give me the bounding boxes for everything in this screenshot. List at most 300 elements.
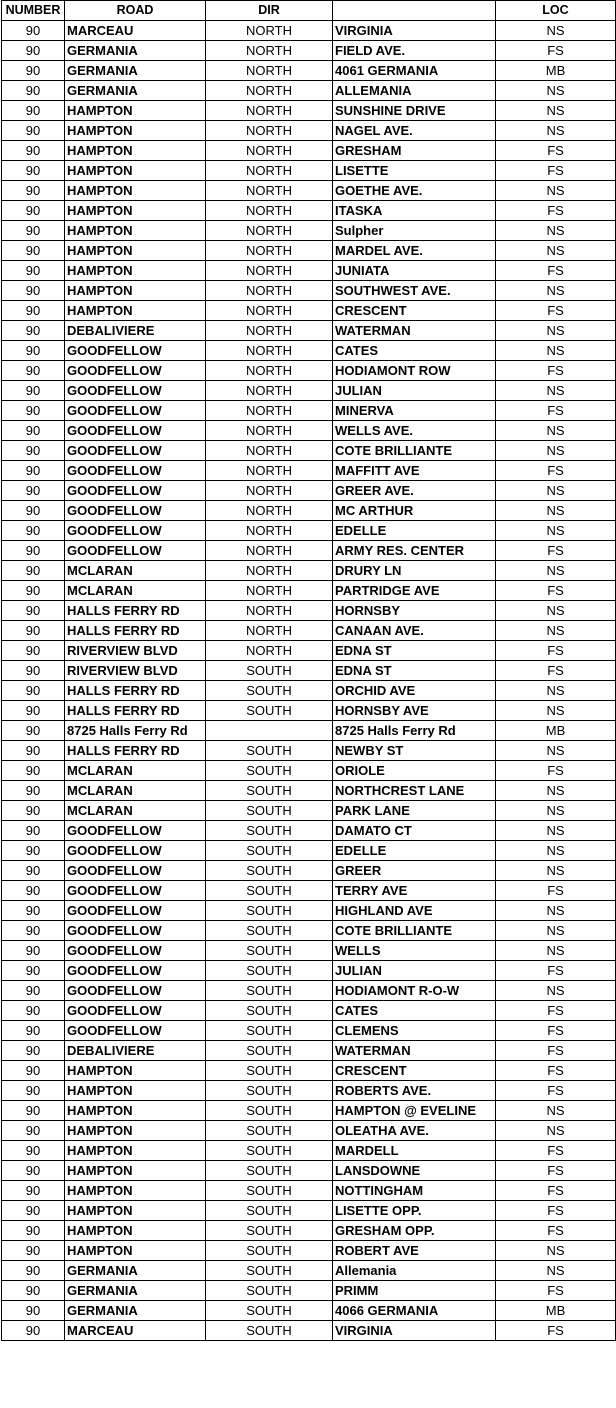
cell-loc: FS	[496, 761, 616, 781]
cell-loc: NS	[496, 121, 616, 141]
cell-number: 90	[2, 441, 65, 461]
cell-cross-street: ORCHID AVE	[333, 681, 496, 701]
cell-cross-street: EDNA ST	[333, 661, 496, 681]
cell-loc: NS	[496, 1261, 616, 1281]
cell-number: 90	[2, 601, 65, 621]
cell-loc: FS	[496, 301, 616, 321]
table-row	[2, 621, 616, 641]
cell-dir: NORTH	[206, 321, 333, 341]
cell-loc: FS	[496, 961, 616, 981]
cell-road: HAMPTON	[65, 261, 206, 281]
cell-dir: NORTH	[206, 541, 333, 561]
cell-road: HALLS FERRY RD	[65, 681, 206, 701]
cell-cross-street: CRESCENT	[333, 301, 496, 321]
cell-number: 90	[2, 1281, 65, 1301]
cell-dir: NORTH	[206, 521, 333, 541]
cell-number: 90	[2, 81, 65, 101]
cell-dir: NORTH	[206, 361, 333, 381]
cell-loc: NS	[496, 381, 616, 401]
cell-number: 90	[2, 1241, 65, 1261]
cell-cross-street: HORNSBY AVE	[333, 701, 496, 721]
cell-cross-street: WELLS AVE.	[333, 421, 496, 441]
table-row	[2, 1121, 616, 1141]
header-number: NUMBER	[2, 1, 65, 21]
cell-dir: SOUTH	[206, 1201, 333, 1221]
cell-cross-street: GOETHE AVE.	[333, 181, 496, 201]
cell-number: 90	[2, 861, 65, 881]
cell-number: 90	[2, 21, 65, 41]
cell-number: 90	[2, 321, 65, 341]
cell-dir: SOUTH	[206, 1101, 333, 1121]
cell-loc: NS	[496, 741, 616, 761]
table-row	[2, 521, 616, 541]
cell-cross-street: 8725 Halls Ferry Rd	[333, 721, 496, 741]
cell-loc: NS	[496, 501, 616, 521]
cell-cross-street: NEWBY ST	[333, 741, 496, 761]
cell-loc: FS	[496, 541, 616, 561]
cell-number: 90	[2, 781, 65, 801]
table-row	[2, 801, 616, 821]
cell-road: GOODFELLOW	[65, 841, 206, 861]
cell-dir: SOUTH	[206, 801, 333, 821]
cell-cross-street: Allemania	[333, 1261, 496, 1281]
cell-dir: SOUTH	[206, 1021, 333, 1041]
cell-number: 90	[2, 1321, 65, 1341]
cell-number: 90	[2, 481, 65, 501]
cell-loc: FS	[496, 641, 616, 661]
cell-loc: NS	[496, 521, 616, 541]
table-row	[2, 1161, 616, 1181]
cell-dir: NORTH	[206, 341, 333, 361]
cell-dir: NORTH	[206, 461, 333, 481]
cell-road: HAMPTON	[65, 1081, 206, 1101]
cell-number: 90	[2, 301, 65, 321]
table-row	[2, 161, 616, 181]
cell-number: 90	[2, 101, 65, 121]
cell-loc: NS	[496, 701, 616, 721]
cell-cross-street: CRESCENT	[333, 1061, 496, 1081]
cell-dir: SOUTH	[206, 1061, 333, 1081]
cell-dir: SOUTH	[206, 1041, 333, 1061]
cell-road: HAMPTON	[65, 1121, 206, 1141]
cell-number: 90	[2, 1101, 65, 1121]
cell-loc: NS	[496, 221, 616, 241]
cell-number: 90	[2, 1061, 65, 1081]
cell-cross-street: HIGHLAND AVE	[333, 901, 496, 921]
cell-loc: NS	[496, 421, 616, 441]
cell-dir: NORTH	[206, 121, 333, 141]
cell-road: HAMPTON	[65, 1101, 206, 1121]
header-cross-street	[333, 1, 496, 21]
table-row	[2, 1201, 616, 1221]
cell-number: 90	[2, 661, 65, 681]
cell-road: HAMPTON	[65, 181, 206, 201]
table-row	[2, 61, 616, 81]
table-row	[2, 41, 616, 61]
cell-dir: SOUTH	[206, 761, 333, 781]
cell-loc: NS	[496, 941, 616, 961]
cell-cross-street: GREER	[333, 861, 496, 881]
cell-road: GOODFELLOW	[65, 881, 206, 901]
cell-number: 90	[2, 581, 65, 601]
cell-road: MCLARAN	[65, 561, 206, 581]
cell-road: GOODFELLOW	[65, 361, 206, 381]
table-row	[2, 81, 616, 101]
cell-dir: NORTH	[206, 581, 333, 601]
cell-cross-street: EDNA ST	[333, 641, 496, 661]
cell-dir: SOUTH	[206, 1141, 333, 1161]
table-row	[2, 481, 616, 501]
cell-road: GOODFELLOW	[65, 861, 206, 881]
table-row	[2, 1101, 616, 1121]
cell-dir: SOUTH	[206, 921, 333, 941]
cell-road: GOODFELLOW	[65, 501, 206, 521]
table-row	[2, 861, 616, 881]
table-row	[2, 1141, 616, 1161]
table-row	[2, 461, 616, 481]
cell-road: HAMPTON	[65, 241, 206, 261]
cell-dir: NORTH	[206, 601, 333, 621]
cell-number: 90	[2, 261, 65, 281]
table-row	[2, 641, 616, 661]
cell-road: RIVERVIEW BLVD	[65, 661, 206, 681]
table-row	[2, 1221, 616, 1241]
cell-cross-street: NAGEL AVE.	[333, 121, 496, 141]
table-row	[2, 601, 616, 621]
cell-number: 90	[2, 161, 65, 181]
cell-number: 90	[2, 401, 65, 421]
cell-number: 90	[2, 641, 65, 661]
table-row	[2, 841, 616, 861]
cell-dir: SOUTH	[206, 1121, 333, 1141]
cell-road: GOODFELLOW	[65, 401, 206, 421]
cell-cross-street: GRESHAM	[333, 141, 496, 161]
cell-loc: NS	[496, 281, 616, 301]
table-row	[2, 1281, 616, 1301]
cell-number: 90	[2, 981, 65, 1001]
cell-number: 90	[2, 941, 65, 961]
cell-road: GERMANIA	[65, 61, 206, 81]
cell-cross-street: TERRY AVE	[333, 881, 496, 901]
cell-number: 90	[2, 761, 65, 781]
cell-cross-street: ALLEMANIA	[333, 81, 496, 101]
cell-road: GERMANIA	[65, 81, 206, 101]
cell-number: 90	[2, 1181, 65, 1201]
table-row	[2, 561, 616, 581]
header-loc: LOC	[496, 1, 616, 21]
cell-dir: SOUTH	[206, 1181, 333, 1201]
cell-number: 90	[2, 521, 65, 541]
cell-road: GOODFELLOW	[65, 341, 206, 361]
table-body	[2, 21, 616, 1341]
cell-number: 90	[2, 1081, 65, 1101]
cell-dir: NORTH	[206, 421, 333, 441]
cell-number: 90	[2, 1021, 65, 1041]
cell-cross-street: PARTRIDGE AVE	[333, 581, 496, 601]
cell-cross-street: MARDELL	[333, 1141, 496, 1161]
cell-dir: SOUTH	[206, 781, 333, 801]
cell-road: GERMANIA	[65, 1281, 206, 1301]
cell-number: 90	[2, 681, 65, 701]
cell-road: HAMPTON	[65, 1161, 206, 1181]
table-row	[2, 881, 616, 901]
table-row	[2, 341, 616, 361]
cell-number: 90	[2, 341, 65, 361]
cell-road: DEBALIVIERE	[65, 1041, 206, 1061]
cell-number: 90	[2, 841, 65, 861]
table-row	[2, 261, 616, 281]
cell-dir: SOUTH	[206, 901, 333, 921]
table-row	[2, 961, 616, 981]
cell-dir: NORTH	[206, 61, 333, 81]
cell-road: GOODFELLOW	[65, 541, 206, 561]
cell-loc: NS	[496, 681, 616, 701]
cell-number: 90	[2, 1161, 65, 1181]
cell-loc: FS	[496, 1001, 616, 1021]
table-row	[2, 181, 616, 201]
cell-road: HAMPTON	[65, 1061, 206, 1081]
cell-dir: SOUTH	[206, 741, 333, 761]
cell-number: 90	[2, 1121, 65, 1141]
cell-cross-street: LISETTE OPP.	[333, 1201, 496, 1221]
cell-cross-street: JUNIATA	[333, 261, 496, 281]
cell-dir: NORTH	[206, 261, 333, 281]
cell-number: 90	[2, 1201, 65, 1221]
cell-cross-street: 4066 GERMANIA	[333, 1301, 496, 1321]
table-row	[2, 1081, 616, 1101]
cell-number: 90	[2, 421, 65, 441]
table-row	[2, 701, 616, 721]
cell-number: 90	[2, 1301, 65, 1321]
cell-road: HAMPTON	[65, 301, 206, 321]
cell-dir: NORTH	[206, 441, 333, 461]
cell-cross-street: HORNSBY	[333, 601, 496, 621]
cell-loc: MB	[496, 61, 616, 81]
cell-cross-street: EDELLE	[333, 841, 496, 861]
cell-dir: NORTH	[206, 81, 333, 101]
cell-road: MCLARAN	[65, 581, 206, 601]
cell-cross-street: Sulpher	[333, 221, 496, 241]
cell-dir: SOUTH	[206, 1321, 333, 1341]
header-road: ROAD	[65, 1, 206, 21]
cell-road: GOODFELLOW	[65, 461, 206, 481]
table-row	[2, 241, 616, 261]
cell-road: HAMPTON	[65, 141, 206, 161]
cell-dir: SOUTH	[206, 701, 333, 721]
cell-dir	[206, 721, 333, 741]
cell-road: GOODFELLOW	[65, 981, 206, 1001]
table-row	[2, 421, 616, 441]
cell-cross-street: LANSDOWNE	[333, 1161, 496, 1181]
cell-number: 90	[2, 1261, 65, 1281]
cell-loc: NS	[496, 821, 616, 841]
cell-loc: NS	[496, 81, 616, 101]
cell-loc: NS	[496, 181, 616, 201]
cell-dir: SOUTH	[206, 1081, 333, 1101]
cell-cross-street: CATES	[333, 341, 496, 361]
table-row	[2, 1261, 616, 1281]
cell-number: 90	[2, 181, 65, 201]
cell-road: GOODFELLOW	[65, 421, 206, 441]
table-row	[2, 281, 616, 301]
cell-number: 90	[2, 721, 65, 741]
cell-loc: FS	[496, 1221, 616, 1241]
cell-dir: NORTH	[206, 41, 333, 61]
bus-stop-table	[1, 0, 616, 1341]
cell-cross-street: NOTTINGHAM	[333, 1181, 496, 1201]
cell-loc: NS	[496, 1121, 616, 1141]
cell-road: HALLS FERRY RD	[65, 621, 206, 641]
table-row	[2, 541, 616, 561]
cell-loc: NS	[496, 1101, 616, 1121]
cell-cross-street: WATERMAN	[333, 1041, 496, 1061]
cell-cross-street: CATES	[333, 1001, 496, 1021]
table-row	[2, 1241, 616, 1261]
cell-road: GOODFELLOW	[65, 381, 206, 401]
cell-dir: NORTH	[206, 141, 333, 161]
cell-road: GOODFELLOW	[65, 901, 206, 921]
table-row	[2, 201, 616, 221]
cell-loc: FS	[496, 1181, 616, 1201]
cell-cross-street: WATERMAN	[333, 321, 496, 341]
cell-dir: NORTH	[206, 221, 333, 241]
cell-loc: MB	[496, 721, 616, 741]
cell-number: 90	[2, 1141, 65, 1161]
cell-number: 90	[2, 921, 65, 941]
cell-road: GERMANIA	[65, 1301, 206, 1321]
cell-number: 90	[2, 241, 65, 261]
cell-road: HALLS FERRY RD	[65, 701, 206, 721]
table-row	[2, 1181, 616, 1201]
cell-dir: SOUTH	[206, 961, 333, 981]
cell-cross-street: WELLS	[333, 941, 496, 961]
cell-dir: SOUTH	[206, 1281, 333, 1301]
cell-loc: FS	[496, 1021, 616, 1041]
cell-dir: SOUTH	[206, 841, 333, 861]
cell-loc: FS	[496, 1281, 616, 1301]
cell-cross-street: JULIAN	[333, 961, 496, 981]
table-row	[2, 901, 616, 921]
cell-loc: FS	[496, 41, 616, 61]
table-row	[2, 301, 616, 321]
cell-loc: FS	[496, 461, 616, 481]
cell-cross-street: PRIMM	[333, 1281, 496, 1301]
cell-loc: NS	[496, 321, 616, 341]
cell-number: 90	[2, 701, 65, 721]
cell-loc: FS	[496, 1321, 616, 1341]
cell-loc: NS	[496, 601, 616, 621]
table-row	[2, 681, 616, 701]
table-row	[2, 1001, 616, 1021]
cell-loc: FS	[496, 161, 616, 181]
cell-loc: FS	[496, 661, 616, 681]
cell-dir: NORTH	[206, 561, 333, 581]
cell-road: HAMPTON	[65, 1201, 206, 1221]
cell-cross-street: SOUTHWEST AVE.	[333, 281, 496, 301]
table-row	[2, 781, 616, 801]
cell-number: 90	[2, 201, 65, 221]
cell-number: 90	[2, 461, 65, 481]
cell-dir: NORTH	[206, 481, 333, 501]
cell-dir: SOUTH	[206, 1161, 333, 1181]
table-row	[2, 761, 616, 781]
cell-number: 90	[2, 1221, 65, 1241]
cell-dir: SOUTH	[206, 881, 333, 901]
cell-road: HAMPTON	[65, 161, 206, 181]
cell-number: 90	[2, 141, 65, 161]
cell-road: MARCEAU	[65, 21, 206, 41]
cell-road: GOODFELLOW	[65, 521, 206, 541]
cell-road: GOODFELLOW	[65, 821, 206, 841]
cell-cross-street: FIELD AVE.	[333, 41, 496, 61]
cell-number: 90	[2, 281, 65, 301]
cell-dir: NORTH	[206, 381, 333, 401]
table-row	[2, 501, 616, 521]
cell-cross-street: MAFFITT AVE	[333, 461, 496, 481]
cell-number: 90	[2, 901, 65, 921]
cell-number: 90	[2, 1001, 65, 1021]
cell-road: RIVERVIEW BLVD	[65, 641, 206, 661]
cell-dir: NORTH	[206, 101, 333, 121]
cell-road: GOODFELLOW	[65, 1001, 206, 1021]
cell-cross-street: ROBERT AVE	[333, 1241, 496, 1261]
cell-road: GOODFELLOW	[65, 441, 206, 461]
cell-cross-street: NORTHCREST LANE	[333, 781, 496, 801]
cell-number: 90	[2, 801, 65, 821]
cell-road: HAMPTON	[65, 1221, 206, 1241]
cell-cross-street: DRURY LN	[333, 561, 496, 581]
cell-cross-street: SUNSHINE DRIVE	[333, 101, 496, 121]
cell-road: HAMPTON	[65, 121, 206, 141]
cell-dir: NORTH	[206, 161, 333, 181]
cell-loc: NS	[496, 841, 616, 861]
table-row	[2, 821, 616, 841]
cell-number: 90	[2, 1041, 65, 1061]
cell-loc: FS	[496, 581, 616, 601]
cell-number: 90	[2, 881, 65, 901]
table-row	[2, 1301, 616, 1321]
table-row	[2, 721, 616, 741]
cell-cross-street: HODIAMONT R-O-W	[333, 981, 496, 1001]
header-dir: DIR	[206, 1, 333, 21]
cell-number: 90	[2, 381, 65, 401]
table-row	[2, 321, 616, 341]
cell-dir: SOUTH	[206, 1221, 333, 1241]
cell-cross-street: MC ARTHUR	[333, 501, 496, 521]
cell-dir: NORTH	[206, 181, 333, 201]
cell-cross-street: 4061 GERMANIA	[333, 61, 496, 81]
table-row	[2, 981, 616, 1001]
cell-road: GOODFELLOW	[65, 961, 206, 981]
cell-loc: NS	[496, 481, 616, 501]
cell-road: GOODFELLOW	[65, 941, 206, 961]
cell-cross-street: CANAAN AVE.	[333, 621, 496, 641]
cell-dir: NORTH	[206, 241, 333, 261]
cell-number: 90	[2, 121, 65, 141]
cell-loc: NS	[496, 341, 616, 361]
cell-loc: FS	[496, 201, 616, 221]
cell-road: MCLARAN	[65, 781, 206, 801]
cell-road: HAMPTON	[65, 101, 206, 121]
cell-dir: SOUTH	[206, 1301, 333, 1321]
table-row	[2, 921, 616, 941]
cell-loc: FS	[496, 401, 616, 421]
cell-number: 90	[2, 41, 65, 61]
cell-cross-street: COTE BRILLIANTE	[333, 441, 496, 461]
cell-dir: SOUTH	[206, 661, 333, 681]
cell-number: 90	[2, 561, 65, 581]
cell-dir: NORTH	[206, 401, 333, 421]
